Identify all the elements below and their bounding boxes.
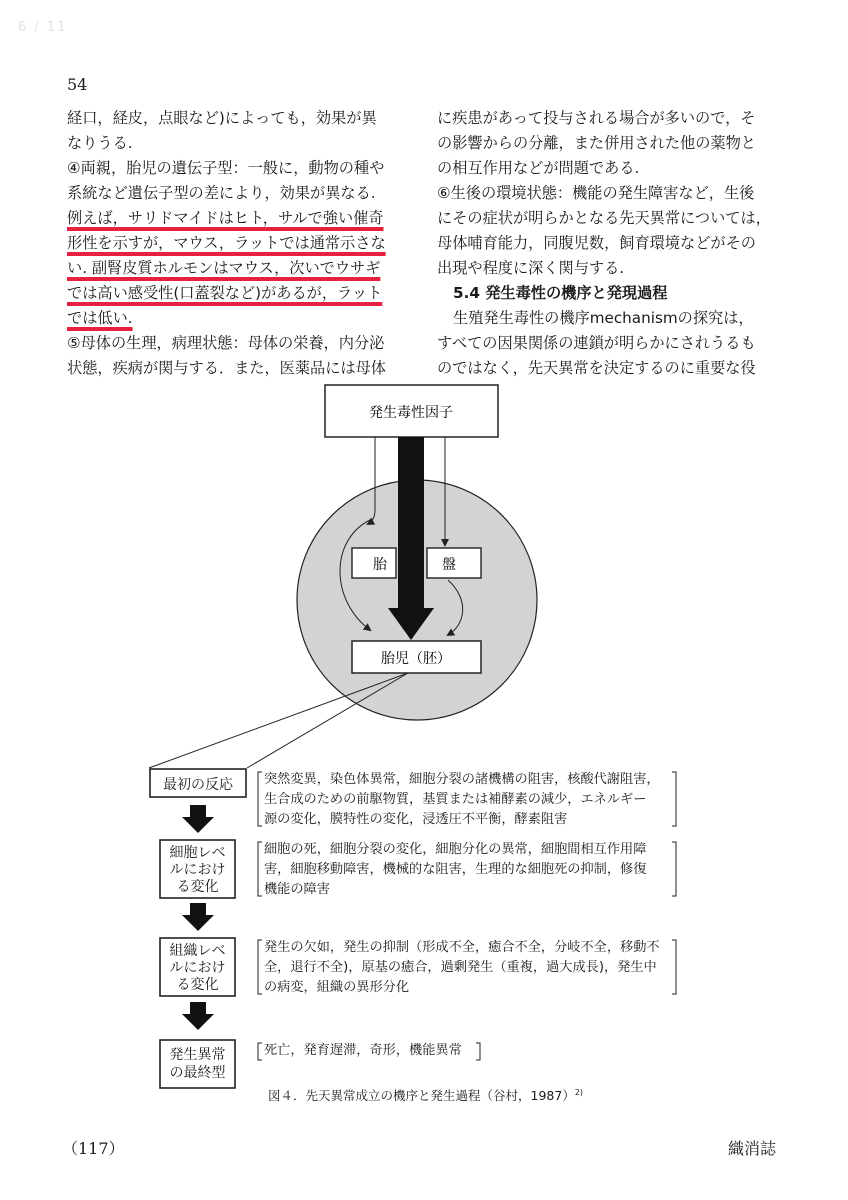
reaction-line: の病変，組織の異形分化 — [264, 980, 410, 995]
highlighted-line: では高い感受性(口蓋裂など)があるが，ラット — [67, 284, 383, 302]
text-line: の影響からの分離，また併用された他の薬物と — [437, 134, 756, 152]
bracket — [258, 1043, 262, 1060]
footer-page-number: （117） — [62, 1139, 125, 1158]
text-line: 母体哺育能力，同腹児数，飼育環境などがその — [437, 234, 756, 252]
bracket — [672, 772, 676, 826]
stage-label-line: 細胞レベ — [169, 845, 226, 861]
fetus-label: 胎児（胚） — [381, 651, 451, 667]
placenta-label-right: 盤 — [442, 557, 456, 573]
reaction-line: 死亡，発育遅滞，奇形，機能異常 — [264, 1043, 462, 1058]
stage-label: 最初の反応 — [163, 777, 233, 793]
page-number: 54 — [67, 75, 88, 94]
text-line: 状態，疾病が関与する．また，医薬品には母体 — [67, 359, 386, 377]
reaction-line: 生合成のための前駆物質，基質または補酵素の減少，エネルギー — [264, 792, 647, 807]
reaction-line: 全，退行不全)，原基の癒合，過剰発生（重複，過大成長)，発生中 — [264, 960, 657, 975]
text-line: にその症状が明らかとなる先天異常については， — [437, 209, 771, 227]
text-line: ⑥生後の環境状態：機能の発生障害など，生後 — [437, 184, 755, 202]
stage-label — [160, 943, 235, 994]
reaction-line: 害，細胞移動障害，機械的な阻害，生理的な細胞死の抑制，修復 — [264, 862, 647, 877]
highlighted-line: い. 副腎皮質ホルモンはマウス，次いでウサギ — [67, 259, 381, 277]
text-line: ⑤母体の生理，病理状態：母体の栄養，内分泌 — [67, 334, 385, 352]
reaction-line: 細胞の死，細胞分裂の変化，細胞分化の異常，細胞間相互作用障 — [264, 842, 647, 857]
reaction-text — [264, 938, 660, 998]
text-line: 系統など遺伝子型の差により，効果が異なる. — [67, 184, 376, 202]
down-arrow — [182, 805, 214, 833]
funnel-line — [247, 673, 408, 768]
main-arrow-shaft — [398, 437, 424, 610]
stage-label-line: る変化 — [176, 977, 219, 993]
figure-caption — [268, 1086, 583, 1104]
text-line: に疾患があって投与される場合が多いので，そ — [437, 109, 756, 127]
reaction-text — [264, 1041, 462, 1061]
highlighted-line: 例えば，サリドマイドはヒト，サルで強い催奇 — [67, 209, 384, 227]
text-line: のではなく，先天異常を決定するのに重要な役 — [437, 359, 756, 377]
funnel-line — [149, 673, 408, 768]
reaction-line: 発生の欠如，発生の抑制（形成不全，癒合不全，分岐不全，移動不 — [264, 940, 660, 955]
stage-label-line: ルにおけ — [169, 862, 226, 878]
text-line: なりうる. — [67, 134, 133, 152]
bracket — [258, 772, 262, 826]
text-line: すべての因果関係の連鎖が明らかにされうるも — [437, 334, 756, 352]
text-line: ④両親，胎児の遺伝子型：一般に，動物の種や — [67, 159, 385, 177]
reaction-line: 源の変化，膜特性の変化，浸透圧不平衡，酵素阻害 — [264, 812, 568, 827]
text-line: 生殖発生毒性の機序mechanismの探究は， — [453, 309, 754, 327]
down-arrow — [182, 1002, 214, 1030]
reaction-text — [264, 770, 660, 830]
bracket — [672, 940, 676, 994]
text-line: の相互作用などが問題である. — [437, 159, 640, 177]
stage-label — [160, 1046, 235, 1082]
stage-label-line: 発生異常 — [169, 1047, 226, 1063]
top-box-label: 発生毒性因子 — [369, 405, 453, 421]
reaction-line: 機能の障害 — [264, 882, 330, 897]
stage-label-line: ルにおけ — [169, 960, 226, 976]
highlighted-line: 形性を示すが，マウス，ラットでは通常示さな — [67, 234, 386, 252]
journal-name: 織消誌 — [728, 1139, 777, 1158]
reaction-text — [264, 840, 646, 900]
stage-label — [160, 845, 235, 896]
reaction-line: 突然変異，染色体異常，細胞分裂の諸機構の阻害，核酸代謝阻害， — [264, 772, 660, 787]
bracket — [476, 1043, 480, 1060]
stage-label-line: の最終型 — [169, 1065, 226, 1081]
highlighted-line: では低い. — [67, 309, 133, 327]
bracket — [672, 842, 676, 896]
text-line: 出現や程度に深く関与する. — [437, 259, 625, 277]
bracket — [258, 842, 262, 896]
caption-text: 図４．先天異常成立の機序と発生過程（谷村，1987） — [268, 1088, 575, 1103]
placenta-label-left: 胎 — [373, 557, 387, 573]
bracket — [258, 940, 262, 994]
down-arrow — [182, 903, 214, 931]
text-line: 経口，経皮，点眼など)によっても，効果が異 — [67, 109, 377, 127]
stage-label-line: 組織レベ — [169, 943, 226, 959]
caption-ref: 2) — [574, 1087, 584, 1097]
section-heading: 5.4 発生毒性の機序と発現過程 — [453, 284, 668, 302]
page-indicator: 6 / 11 — [18, 20, 68, 35]
stage-label-line: る変化 — [176, 879, 219, 895]
